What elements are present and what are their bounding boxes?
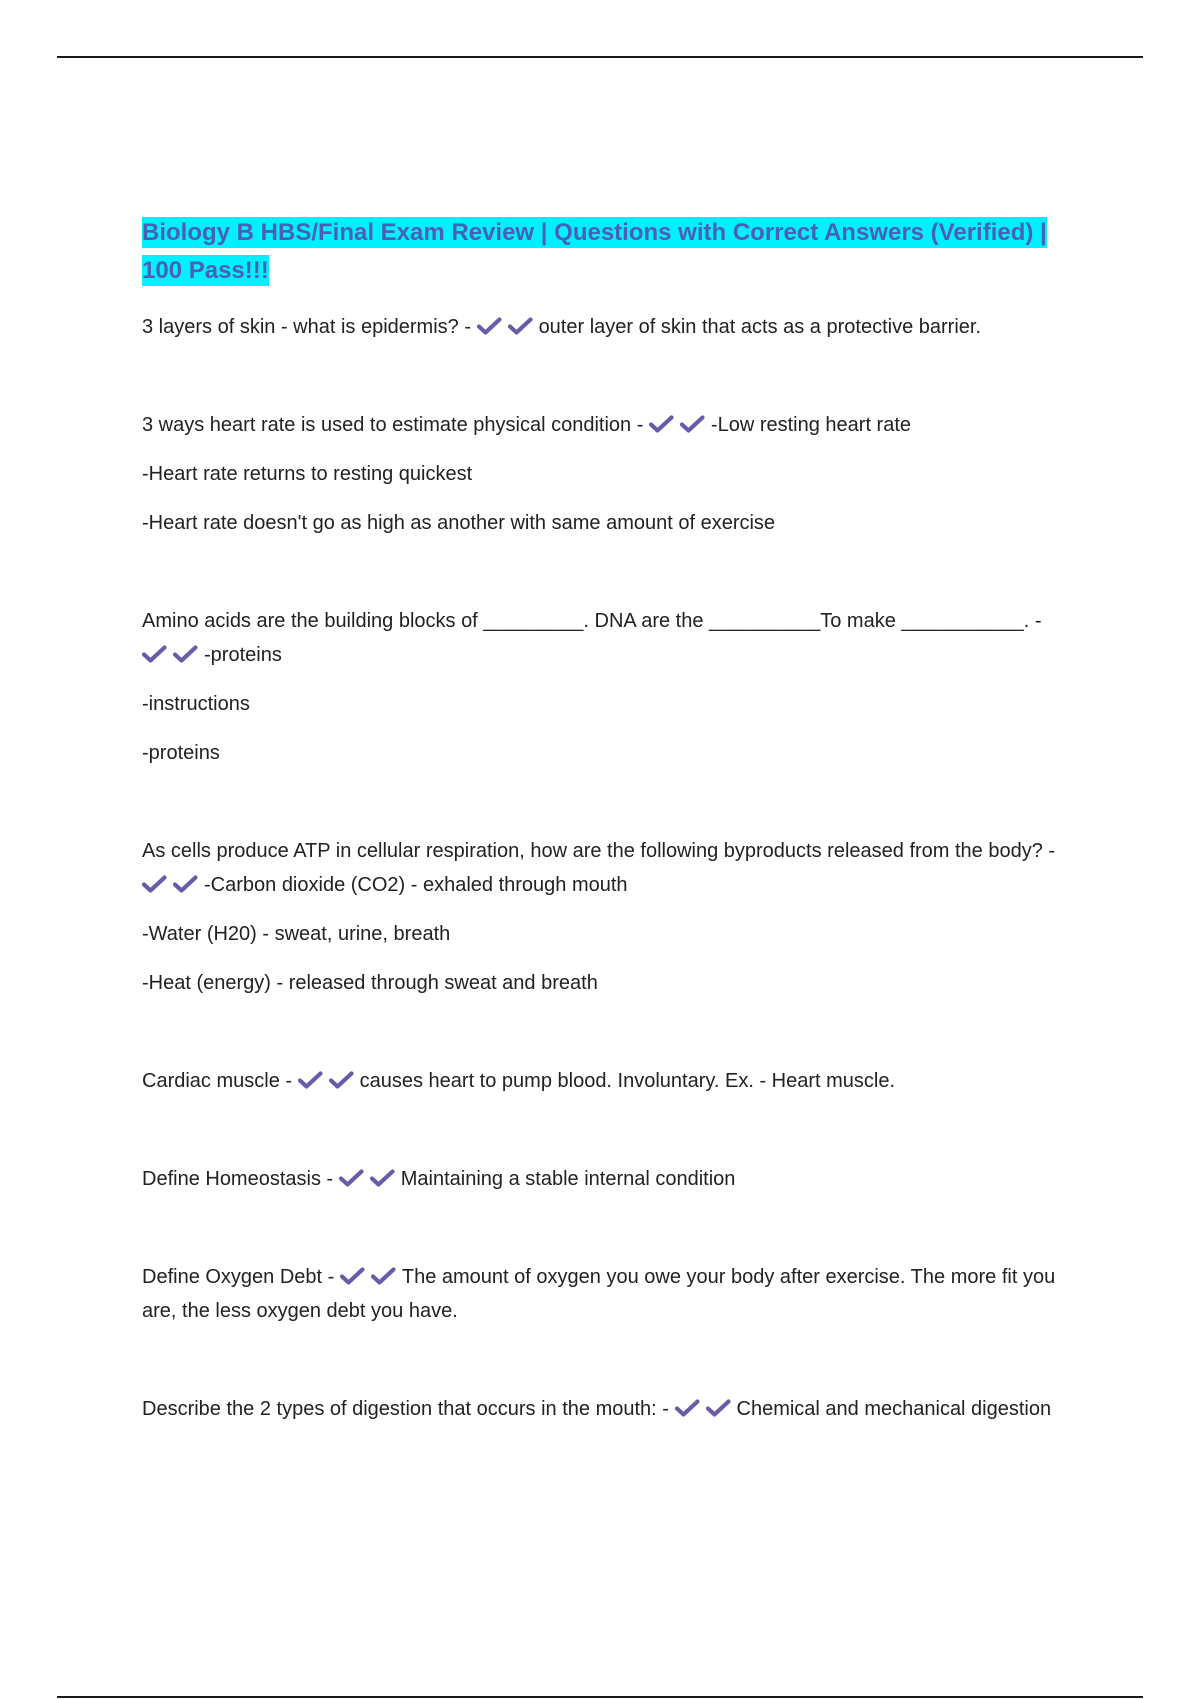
qa-item xyxy=(142,1064,1062,1098)
answer-text: causes heart to pump blood. Involuntary. Ex. - Heart muscle. xyxy=(359,1070,896,1092)
qa-first-line xyxy=(142,1260,1062,1328)
answer-line: -proteins xyxy=(142,742,220,764)
checkmark-icon xyxy=(706,1399,731,1417)
question-text: Amino acids are the building blocks of _________. DNA are the __________To make ___________. - xyxy=(142,610,1042,632)
answer-text: Chemical and mechanical digestion xyxy=(736,1398,1052,1420)
answer-marks xyxy=(142,874,204,896)
question-text: As cells produce ATP in cellular respiration, how are the following byproducts released from the body? - xyxy=(142,840,1056,862)
question-text: 3 ways heart rate is used to estimate physical condition - xyxy=(142,414,649,436)
qa-first-line xyxy=(142,1162,1062,1196)
qa-item xyxy=(142,834,1062,1000)
top-rule xyxy=(57,56,1143,58)
question-text: 3 layers of skin - what is epidermis? - xyxy=(142,316,477,338)
qa-first-line xyxy=(142,310,1062,344)
question-text: Define Oxygen Debt - xyxy=(142,1266,340,1288)
qa-first-line xyxy=(142,604,1062,672)
answer-marks xyxy=(339,1168,401,1190)
answer-marks xyxy=(298,1070,360,1092)
answer-line: -instructions xyxy=(142,693,250,715)
qa-item xyxy=(142,310,1062,344)
checkmark-icon xyxy=(680,415,705,433)
checkmark-icon xyxy=(173,645,198,663)
document-body xyxy=(142,214,1062,1490)
checkmark-icon xyxy=(371,1267,396,1285)
answer-line: -Water (H20) - sweat, urine, breath xyxy=(142,923,451,945)
qa-first-line xyxy=(142,1392,1062,1426)
checkmark-icon xyxy=(649,415,674,433)
answer-line: -Heart rate returns to resting quickest xyxy=(142,463,473,485)
qa-first-line xyxy=(142,834,1062,902)
answer-text: outer layer of skin that acts as a protective barrier. xyxy=(538,316,981,338)
answer-marks xyxy=(340,1266,402,1288)
checkmark-icon xyxy=(142,875,167,893)
question-text: Describe the 2 types of digestion that occurs in the mouth: - xyxy=(142,1398,675,1420)
question-text: Define Homeostasis - xyxy=(142,1168,339,1190)
answer-text: -Low resting heart rate xyxy=(710,414,912,436)
qa-list xyxy=(142,310,1062,1426)
qa-first-line xyxy=(142,408,1062,442)
checkmark-icon xyxy=(339,1169,364,1187)
qa-item xyxy=(142,408,1062,540)
checkmark-icon xyxy=(675,1399,700,1417)
answer-marks xyxy=(142,644,204,666)
qa-first-line xyxy=(142,1064,1062,1098)
qa-item xyxy=(142,1392,1062,1426)
checkmark-icon xyxy=(340,1267,365,1285)
bottom-rule xyxy=(57,1696,1143,1698)
answer-text: -proteins xyxy=(204,644,282,666)
answer-line: -Heart rate doesn't go as high as another with same amount of exercise xyxy=(142,512,776,534)
qa-item xyxy=(142,1162,1062,1196)
checkmark-icon xyxy=(142,645,167,663)
document-title: Biology B HBS/Final Exam Review | Questions with Correct Answers (Verified) | 100 Pass!!! xyxy=(142,219,1047,284)
answer-text: Maintaining a stable internal condition xyxy=(400,1168,736,1190)
qa-item xyxy=(142,1260,1062,1328)
answer-marks xyxy=(649,414,711,436)
checkmark-icon xyxy=(298,1071,323,1089)
checkmark-icon xyxy=(477,317,502,335)
checkmark-icon xyxy=(329,1071,354,1089)
answer-marks xyxy=(675,1398,737,1420)
answer-line: -Heat (energy) - released through sweat and breath xyxy=(142,972,598,994)
answer-text: The amount of oxygen you owe your body after exercise. The more fit you are, the less oxygen debt you have. xyxy=(142,1266,1056,1322)
checkmark-icon xyxy=(173,875,198,893)
answer-text: -Carbon dioxide (CO2) - exhaled through mouth xyxy=(204,874,628,896)
answer-marks xyxy=(477,316,539,338)
checkmark-icon xyxy=(370,1169,395,1187)
qa-item xyxy=(142,604,1062,770)
checkmark-icon xyxy=(508,317,533,335)
question-text: Cardiac muscle - xyxy=(142,1070,298,1092)
